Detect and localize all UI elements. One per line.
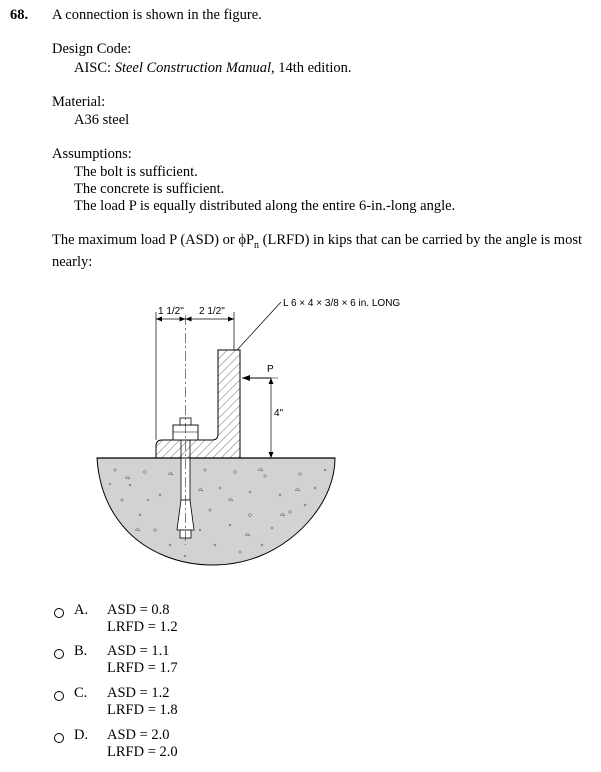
connection-figure xyxy=(0,280,601,580)
option-lrfd: LRFD = 1.2 xyxy=(107,619,178,635)
option-letter: C. xyxy=(74,685,88,701)
option-asd: ASD = 1.2 xyxy=(107,685,170,701)
option-letter: A. xyxy=(74,602,89,618)
stem-prefix: The maximum load P (ASD) or xyxy=(52,232,239,248)
option-asd: ASD = 1.1 xyxy=(107,643,170,659)
option-lrfd: LRFD = 2.0 xyxy=(107,744,178,760)
option-lrfd: LRFD = 1.7 xyxy=(107,660,178,676)
material-value: A36 steel xyxy=(74,112,130,128)
question-number: 68. xyxy=(10,7,29,23)
question-stem xyxy=(52,232,601,271)
stem-suffix: (LRFD) in kips that can be carried by the angle is most nearly: xyxy=(52,232,582,270)
radio-button[interactable] xyxy=(54,691,64,701)
phi-symbol: ϕ xyxy=(238,232,246,248)
design-code-value xyxy=(74,60,352,77)
option-letter: B. xyxy=(74,643,88,659)
steel-angle xyxy=(156,350,240,458)
assumption-item: The load P is equally distributed along the entire 6-in.-long angle. xyxy=(74,198,456,214)
design-code-prefix: AISC: xyxy=(74,60,115,76)
radio-button[interactable] xyxy=(54,649,64,659)
option-asd: ASD = 0.8 xyxy=(107,602,170,618)
option-letter: D. xyxy=(74,727,89,743)
design-code-heading: Design Code: xyxy=(52,41,132,57)
stem-subscript: n xyxy=(254,239,260,251)
option-asd: ASD = 2.0 xyxy=(107,727,170,743)
assumptions-heading: Assumptions: xyxy=(52,146,132,162)
dim-left-label: 1 1/2" xyxy=(158,306,184,317)
radio-button[interactable] xyxy=(54,733,64,743)
assumption-item: The bolt is sufficient. xyxy=(74,164,198,180)
assumption-item: The concrete is sufficient. xyxy=(74,181,225,197)
stem-p: P xyxy=(245,232,255,248)
question-prompt: A connection is shown in the figure. xyxy=(52,7,262,23)
design-code-suffix: 14th edition. xyxy=(274,60,352,76)
angle-label: L 6 × 4 × 3/8 × 6 in. LONG xyxy=(283,298,401,309)
height-label: 4" xyxy=(274,408,284,419)
angle-leader xyxy=(237,302,281,350)
concrete-footing xyxy=(97,458,335,565)
radio-button[interactable] xyxy=(54,608,64,618)
material-heading: Material: xyxy=(52,94,106,110)
load-label: P xyxy=(267,364,274,375)
option-lrfd: LRFD = 1.8 xyxy=(107,702,178,718)
design-code-title: Steel Construction Manual, xyxy=(114,60,275,76)
dim-right-label: 2 1/2" xyxy=(199,306,225,317)
